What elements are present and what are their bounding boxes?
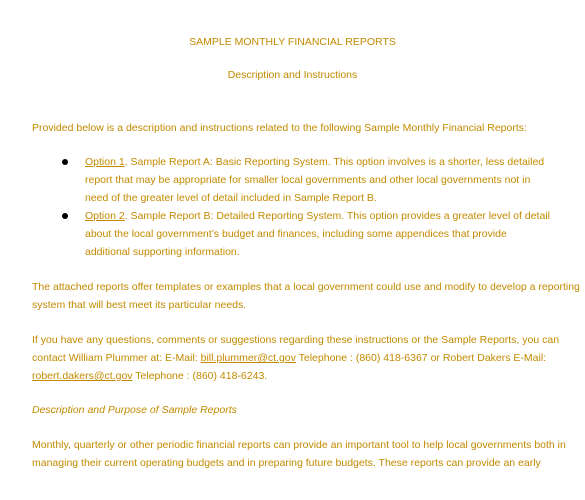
contact-text: Telephone : (860) 418-6243. <box>132 370 268 382</box>
option-2-text: additional supporting information. <box>85 246 240 258</box>
bullet-icon <box>62 213 68 219</box>
contact-text: If you have any questions, comments or suggestions regarding these instructions or the Sample Reports, you can <box>32 334 560 346</box>
option-2-link[interactable]: Option 2 <box>85 210 125 222</box>
contact-line <box>32 370 267 382</box>
monthly-reports-text: managing their current operating budgets and in preparing future budgets. These reports can provide an early <box>32 457 541 469</box>
option-2-text: . Sample Report B: Detailed Reporting System. This option provides a greater level of detail <box>124 210 550 222</box>
option-1-text: need of the greater level of detail included in Sample Report B. <box>85 192 377 204</box>
intro-text: Provided below is a description and instructions related to the following Sample Monthly Financial Reports: <box>32 122 527 134</box>
attached-reports-text: The attached reports offer templates or examples that a local government could use and modify to develop a reporting <box>32 281 580 293</box>
option-1-text: . Sample Report A: Basic Reporting System. This option involves is a shorter, less detailed <box>124 156 545 168</box>
bullet-icon <box>62 159 68 165</box>
option-1-text: report that may be appropriate for smaller local governments and other local governments not in <box>85 174 531 186</box>
option-1-link[interactable]: Option 1 <box>85 156 125 168</box>
option-1-line <box>85 156 544 168</box>
monthly-reports-text: Monthly, quarterly or other periodic financial reports can provide an important tool to help local governments both in <box>32 439 566 451</box>
option-2-text: about the local government’s budget and finances, including some appendices that provide <box>85 228 507 240</box>
document-subtitle: Description and Instructions <box>227 69 358 81</box>
attached-reports-text: system that will best meet its particular needs. <box>32 299 247 311</box>
document-title: SAMPLE MONTHLY FINANCIAL REPORTS <box>189 36 396 48</box>
contact-text: Telephone : (860) 418-6367 or Robert Dakers E-Mail: <box>295 352 547 364</box>
section-heading: Description and Purpose of Sample Reports <box>32 404 237 416</box>
email-link-robert-dakers[interactable]: robert.dakers@ct.gov <box>32 370 133 382</box>
contact-text: contact William Plummer at: E-Mail: <box>32 352 201 364</box>
email-link-bill-plummer[interactable]: bill.plummer@ct.gov <box>200 352 296 364</box>
option-2-line <box>85 210 550 222</box>
contact-line <box>32 352 546 364</box>
